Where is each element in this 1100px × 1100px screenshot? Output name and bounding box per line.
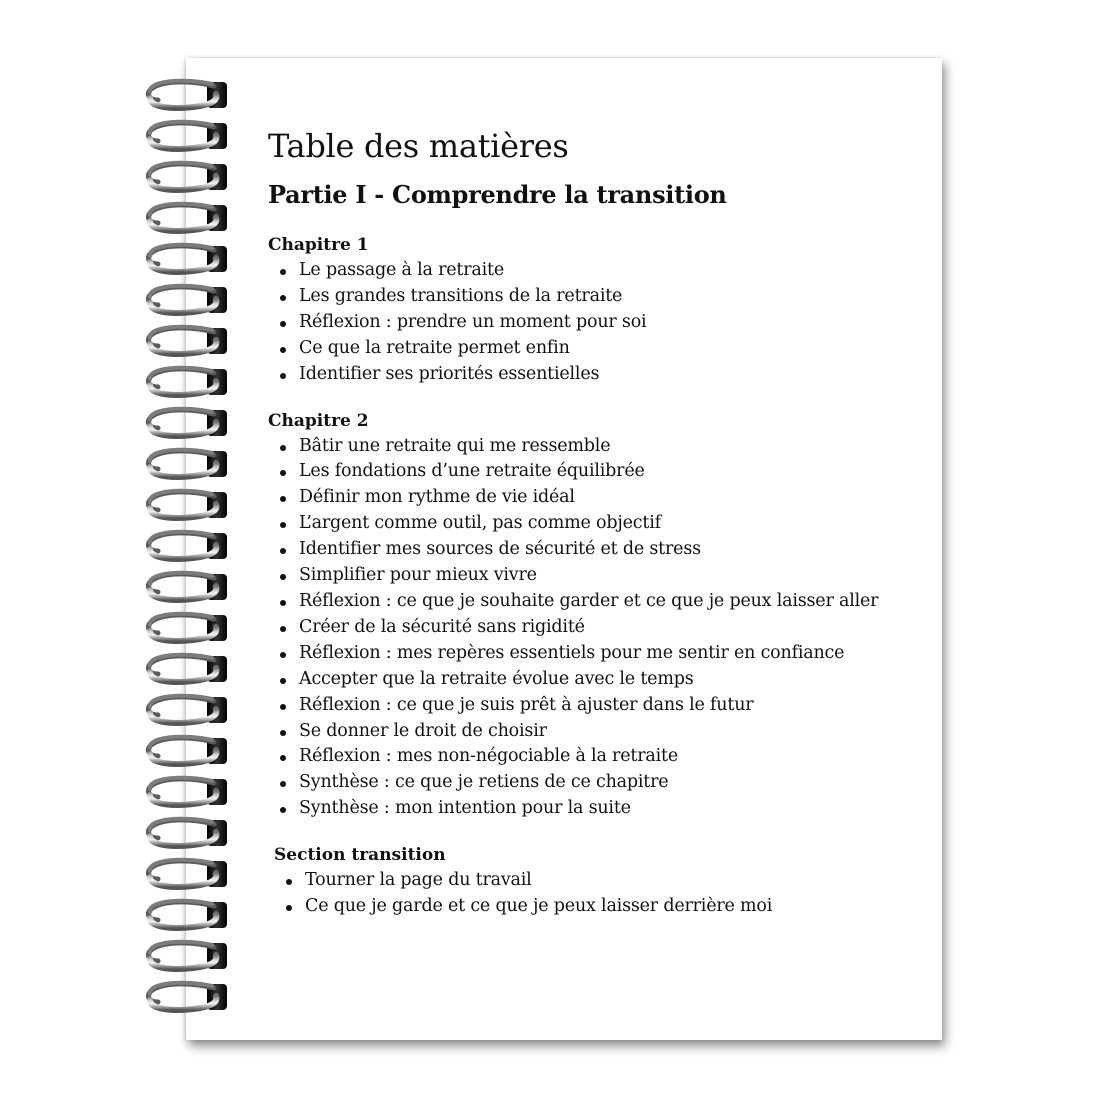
binding-ring xyxy=(148,696,227,723)
list-item: Les fondations d’une retraite équilibrée xyxy=(299,459,928,485)
binding-ring xyxy=(148,778,227,805)
binding-ring xyxy=(148,860,227,887)
list-item: Réflexion : mes non-négociable à la retraite xyxy=(299,744,928,770)
transition-section xyxy=(268,842,928,920)
binding-ring xyxy=(148,122,227,149)
chapter-1-heading: Chapitre 1 xyxy=(268,235,369,255)
binding-ring xyxy=(148,368,227,395)
list-item: Les grandes transitions de la retraite xyxy=(299,284,928,310)
binding-ring xyxy=(148,901,227,928)
list-item: Bâtir une retraite qui me ressemble xyxy=(299,434,928,460)
section-transition-list xyxy=(268,868,928,920)
list-item: L’argent comme outil, pas comme objectif xyxy=(299,511,928,537)
list-item: Identifier ses priorités essentielles xyxy=(299,362,928,388)
list-item: Créer de la sécurité sans rigidité xyxy=(299,615,928,641)
list-item: Réflexion : prendre un moment pour soi xyxy=(299,310,928,336)
part-title: Partie I - Comprendre la transition xyxy=(268,180,727,209)
chapter-1-section xyxy=(268,232,928,388)
list-item: Se donner le droit de choisir xyxy=(299,719,928,745)
list-item: Ce que je garde et ce que je peux laisser derrière moi xyxy=(305,894,928,920)
binding-ring xyxy=(148,245,227,272)
chapter-2-list xyxy=(268,434,928,823)
binding-ring xyxy=(148,819,227,846)
binding-ring xyxy=(148,942,227,969)
binding-ring xyxy=(148,163,227,190)
binding-ring xyxy=(148,573,227,600)
spiral-binding xyxy=(0,0,240,1100)
list-item: Réflexion : ce que je souhaite garder et ce que je peux laisser aller xyxy=(299,589,928,615)
binding-ring xyxy=(148,286,227,313)
chapter-2-section xyxy=(268,408,928,823)
binding-ring xyxy=(148,327,227,354)
binding-ring xyxy=(148,204,227,231)
list-item: Synthèse : ce que je retiens de ce chapitre xyxy=(299,770,928,796)
list-item: Simplifier pour mieux vivre xyxy=(299,563,928,589)
toc-title: Table des matières xyxy=(268,127,569,165)
binding-ring xyxy=(148,81,227,108)
list-item: Identifier mes sources de sécurité et de stress xyxy=(299,537,928,563)
list-item: Tourner la page du travail xyxy=(305,868,928,894)
list-item: Accepter que la retraite évolue avec le temps xyxy=(299,667,928,693)
table-of-contents xyxy=(268,122,928,920)
binding-ring xyxy=(148,614,227,641)
binding-ring xyxy=(148,532,227,559)
chapter-2-heading: Chapitre 2 xyxy=(268,410,369,431)
binding-ring xyxy=(148,450,227,477)
section-transition-heading: Section transition xyxy=(274,845,446,866)
binding-ring xyxy=(148,737,227,764)
list-item: Réflexion : mes repères essentiels pour me sentir en confiance xyxy=(299,641,928,667)
binding-ring xyxy=(148,983,227,1010)
list-item: Synthèse : mon intention pour la suite xyxy=(299,796,928,822)
list-item: Ce que la retraite permet enfin xyxy=(299,336,928,362)
binding-ring xyxy=(148,491,227,518)
binding-ring xyxy=(148,409,227,436)
binding-ring xyxy=(148,655,227,682)
list-item: Réflexion : ce que je suis prêt à ajuster dans le futur xyxy=(299,693,928,719)
list-item: Définir mon rythme de vie idéal xyxy=(299,485,928,511)
list-item: Le passage à la retraite xyxy=(299,258,928,284)
chapter-1-list xyxy=(268,258,928,388)
